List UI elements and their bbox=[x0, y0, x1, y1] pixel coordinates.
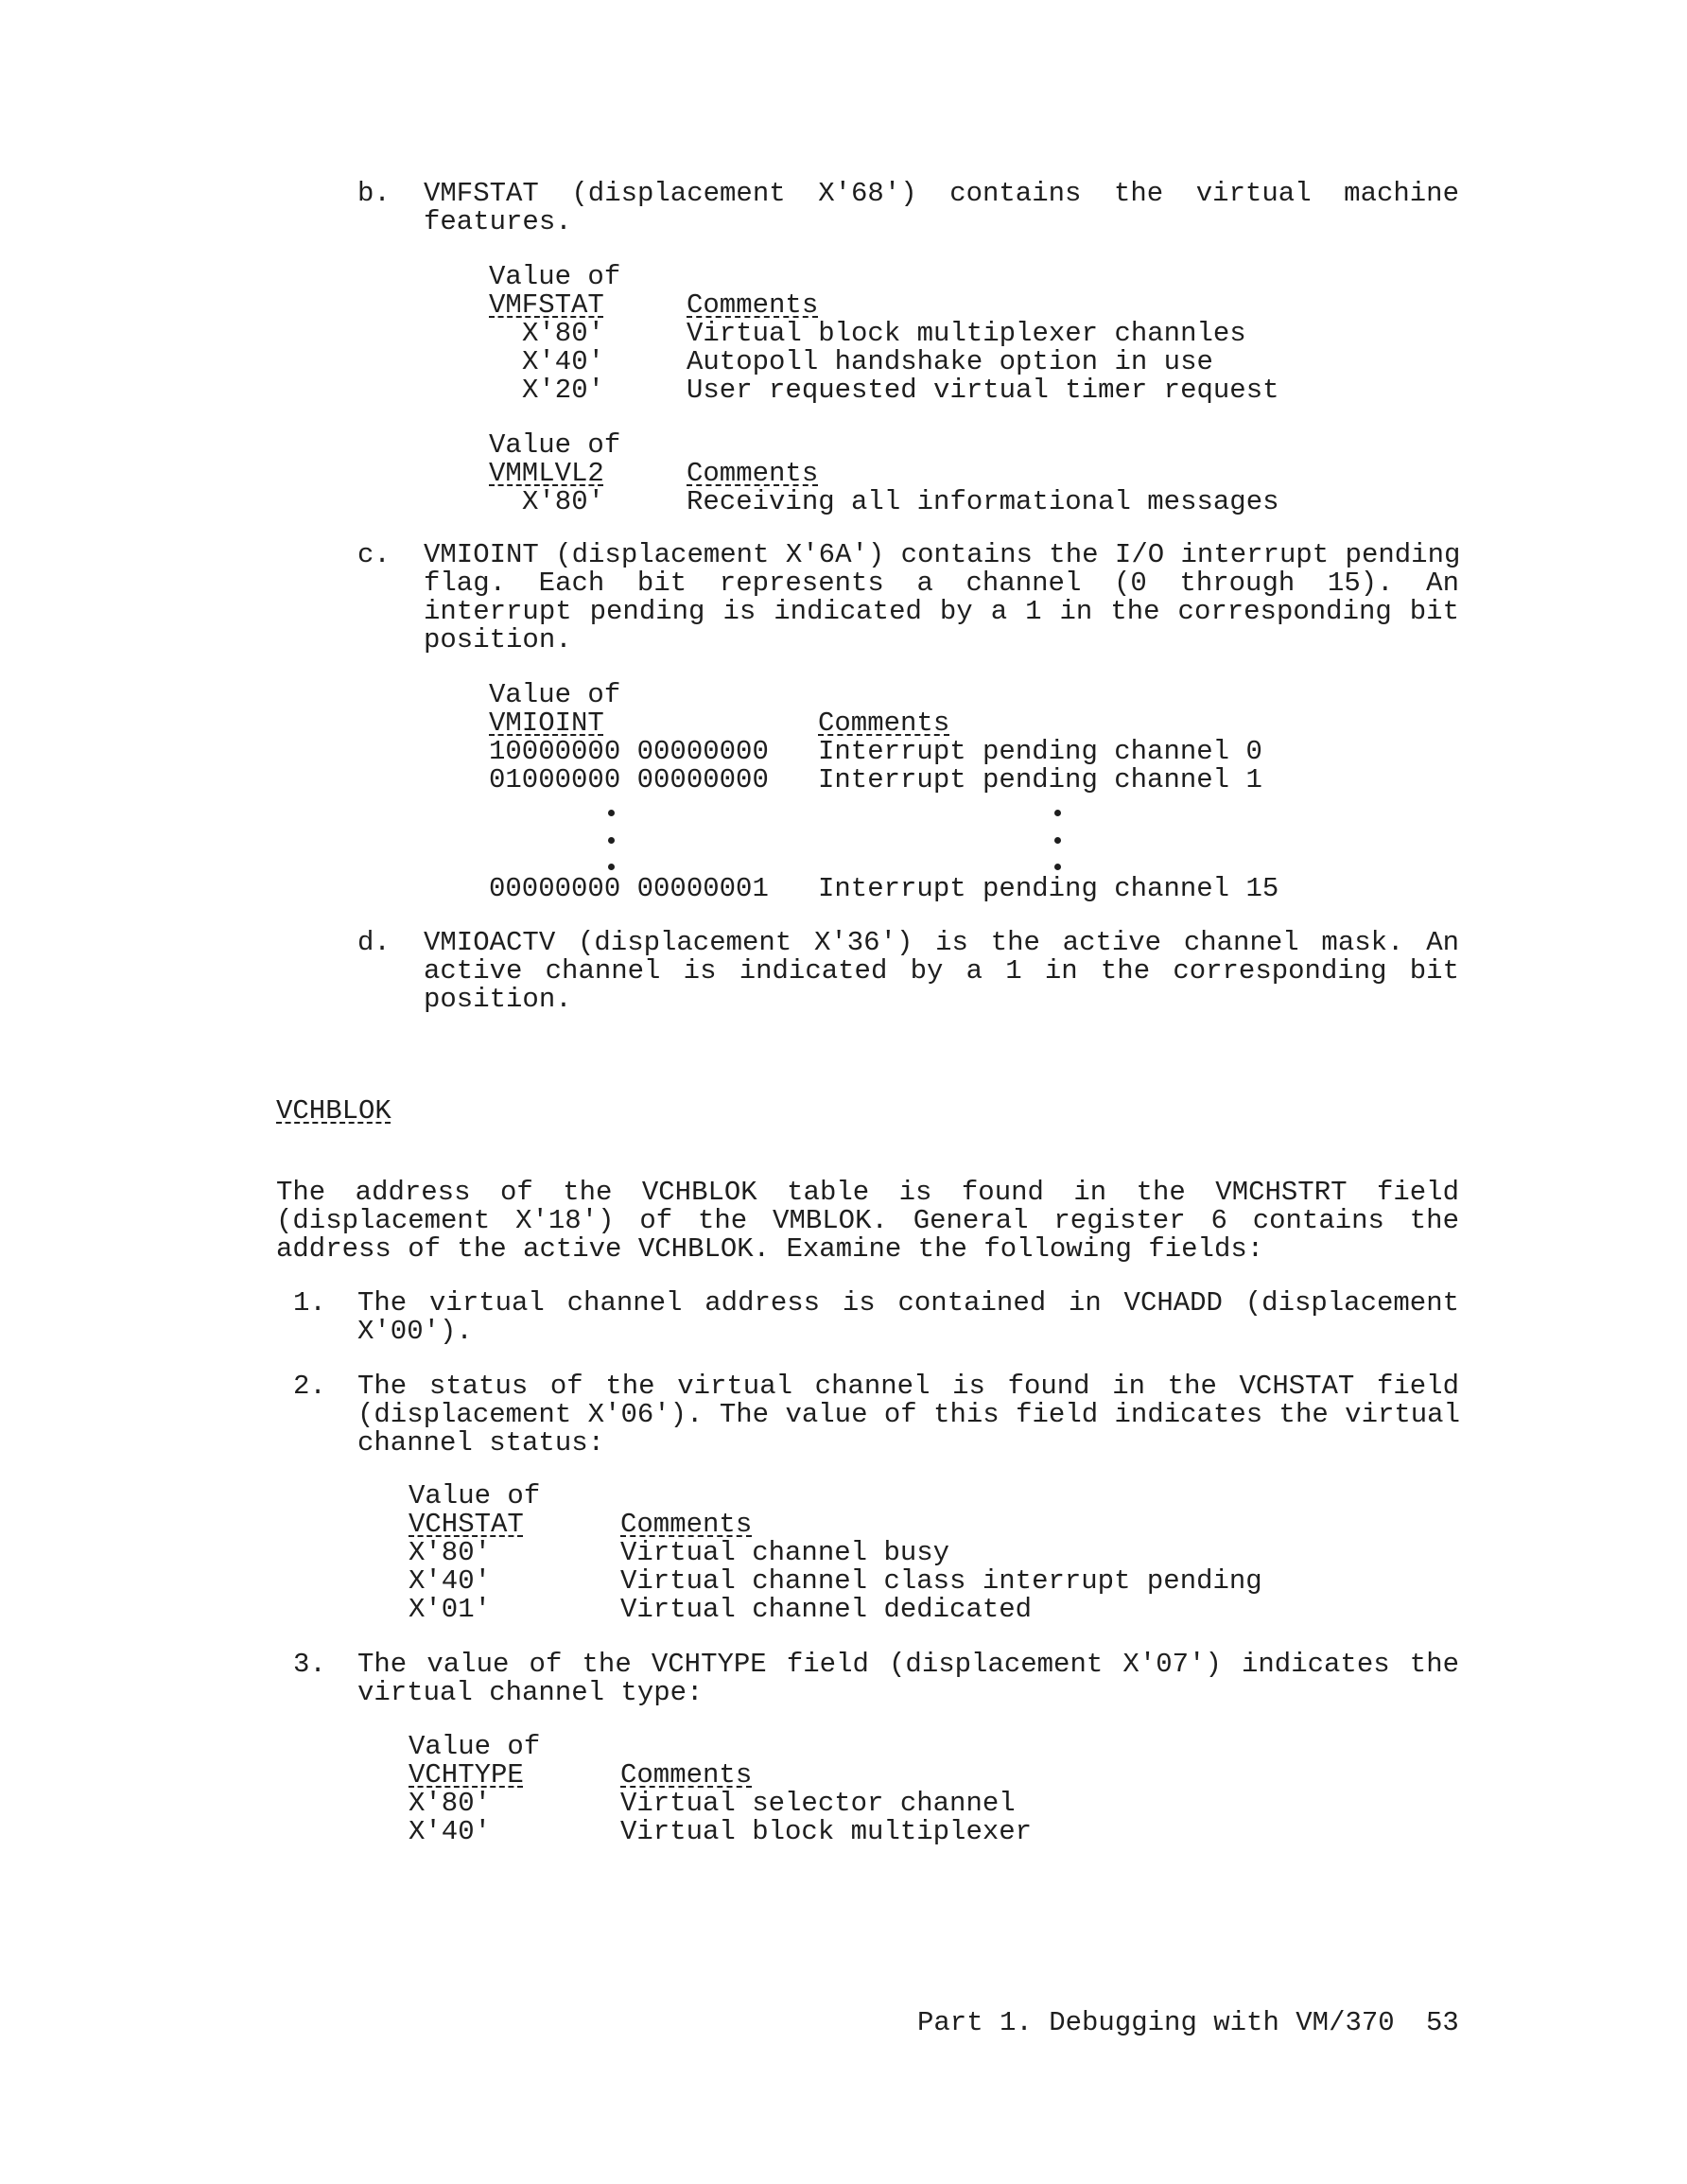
table-cell-value: X'20' bbox=[522, 375, 605, 406]
table-cell-comment: Virtual channel dedicated bbox=[620, 1594, 1033, 1625]
item-b-paragraph bbox=[424, 180, 1459, 236]
table-cell-comment: Virtual selector channel bbox=[620, 1788, 1016, 1819]
paragraph-line: channel status: bbox=[357, 1427, 605, 1459]
list-item-1-marker: 1. bbox=[293, 1287, 326, 1319]
table-col2-header: Comments bbox=[620, 1759, 753, 1791]
paragraph-line: (displacement X'18') of the VMBLOK. General register 6 contains the bbox=[276, 1205, 1459, 1236]
table-cell-comment: Virtual block multiplexer channles bbox=[687, 318, 1246, 349]
table-header-top: Value of bbox=[489, 429, 621, 461]
paragraph-line: VMIOINT (displacement X'6A') contains the I/O interrupt pending bbox=[424, 539, 1461, 570]
paragraph-line: VMFSTAT (displacement X'68') contains the virtual machine bbox=[424, 178, 1459, 209]
paragraph-line: (displacement X'06'). The value of this field indicates the virtual bbox=[357, 1399, 1460, 1430]
ellipsis-dot bbox=[1054, 810, 1061, 816]
paragraph-line: active channel is indicated by a 1 in the corresponding bit bbox=[424, 955, 1459, 987]
table-col2-header: Comments bbox=[687, 458, 819, 489]
item-c-paragraph bbox=[424, 541, 1459, 655]
table-col2-header: Comments bbox=[687, 289, 819, 321]
paragraph-line: interrupt pending is indicated by a 1 in the corresponding bit bbox=[424, 596, 1459, 627]
paragraph-line: The address of the VCHBLOK table is found in the VMCHSTRT field bbox=[276, 1177, 1459, 1208]
table-col2-header: Comments bbox=[818, 708, 950, 739]
table-cell-comment: Autopoll handshake option in use bbox=[687, 346, 1213, 377]
item-d-marker: d. bbox=[357, 927, 391, 958]
ellipsis-dot bbox=[608, 864, 615, 870]
table-cell-value: X'40' bbox=[409, 1816, 492, 1847]
table-cell-comment: Receiving all informational messages bbox=[687, 486, 1279, 517]
list-item-3-paragraph bbox=[357, 1651, 1459, 1707]
paragraph-line: virtual channel type: bbox=[357, 1677, 704, 1708]
footer-text: Part 1. Debugging with VM/370 bbox=[917, 2007, 1395, 2038]
ellipsis-dot bbox=[1054, 864, 1061, 870]
table-col1-header: VCHTYPE bbox=[409, 1759, 524, 1791]
page-number: 53 bbox=[1426, 2007, 1459, 2038]
table-cell-value: X'40' bbox=[409, 1565, 492, 1597]
table-cell-comment: User requested virtual timer request bbox=[687, 375, 1279, 406]
table-cell-value: 01000000 00000000 bbox=[489, 764, 769, 795]
paragraph-line: VMIOACTV (displacement X'36') is the active channel mask. An bbox=[424, 927, 1459, 958]
list-item-3-marker: 3. bbox=[293, 1649, 326, 1680]
section-intro-paragraph bbox=[276, 1179, 1459, 1264]
table-col1-header: VCHSTAT bbox=[409, 1509, 524, 1540]
table-cell-comment: Interrupt pending channel 0 bbox=[818, 736, 1262, 767]
paragraph-line: The value of the VCHTYPE field (displacement X'07') indicates the bbox=[357, 1649, 1459, 1680]
table-col1-header: VMIOINT bbox=[489, 708, 604, 739]
table-cell-value: X'80' bbox=[522, 486, 605, 517]
table-cell-comment: Interrupt pending channel 1 bbox=[818, 764, 1262, 795]
table-cell-value: X'80' bbox=[409, 1788, 492, 1819]
item-d-paragraph bbox=[424, 929, 1459, 1014]
list-item-1-paragraph bbox=[357, 1289, 1459, 1346]
table-col1-header: VMMLVL2 bbox=[489, 458, 604, 489]
list-item-2-marker: 2. bbox=[293, 1371, 326, 1402]
paragraph-line: position. bbox=[424, 624, 572, 655]
paragraph-line: flag. Each bit represents a channel (0 through 15). An bbox=[424, 568, 1459, 599]
paragraph-line: position. bbox=[424, 984, 572, 1015]
table-header-top: Value of bbox=[489, 679, 621, 710]
table-cell-value: X'80' bbox=[522, 318, 605, 349]
section-heading: VCHBLOK bbox=[276, 1095, 391, 1127]
ellipsis-dot bbox=[608, 837, 615, 844]
table-cell-comment: Virtual block multiplexer bbox=[620, 1816, 1033, 1847]
table-col1-header: VMFSTAT bbox=[489, 289, 604, 321]
table-cell-comment: Virtual channel busy bbox=[620, 1537, 950, 1568]
item-b-marker: b. bbox=[357, 178, 391, 209]
table-cell-comment: Virtual channel class interrupt pending bbox=[620, 1565, 1262, 1597]
table-cell-value: X'80' bbox=[409, 1537, 492, 1568]
ellipsis-dot bbox=[608, 810, 615, 816]
table-cell-value: X'40' bbox=[522, 346, 605, 377]
table-header-top: Value of bbox=[409, 1731, 541, 1762]
paragraph-line: The virtual channel address is contained in VCHADD (displacement bbox=[357, 1287, 1459, 1319]
table-cell-comment: Interrupt pending channel 15 bbox=[818, 873, 1279, 904]
table-cell-value: 00000000 00000001 bbox=[489, 873, 769, 904]
table-col2-header: Comments bbox=[620, 1509, 753, 1540]
paragraph-line: features. bbox=[424, 206, 572, 237]
item-c-marker: c. bbox=[357, 539, 391, 570]
table-header-top: Value of bbox=[489, 261, 621, 292]
table-header-top: Value of bbox=[409, 1480, 541, 1511]
ellipsis-dot bbox=[1054, 837, 1061, 844]
paragraph-line: The status of the virtual channel is found in the VCHSTAT field bbox=[357, 1371, 1459, 1402]
table-cell-value: 10000000 00000000 bbox=[489, 736, 769, 767]
paragraph-line: X'00'). bbox=[357, 1316, 473, 1347]
paragraph-line: address of the active VCHBLOK. Examine the following fields: bbox=[276, 1233, 1264, 1265]
list-item-2-paragraph bbox=[357, 1372, 1459, 1458]
table-cell-value: X'01' bbox=[409, 1594, 492, 1625]
